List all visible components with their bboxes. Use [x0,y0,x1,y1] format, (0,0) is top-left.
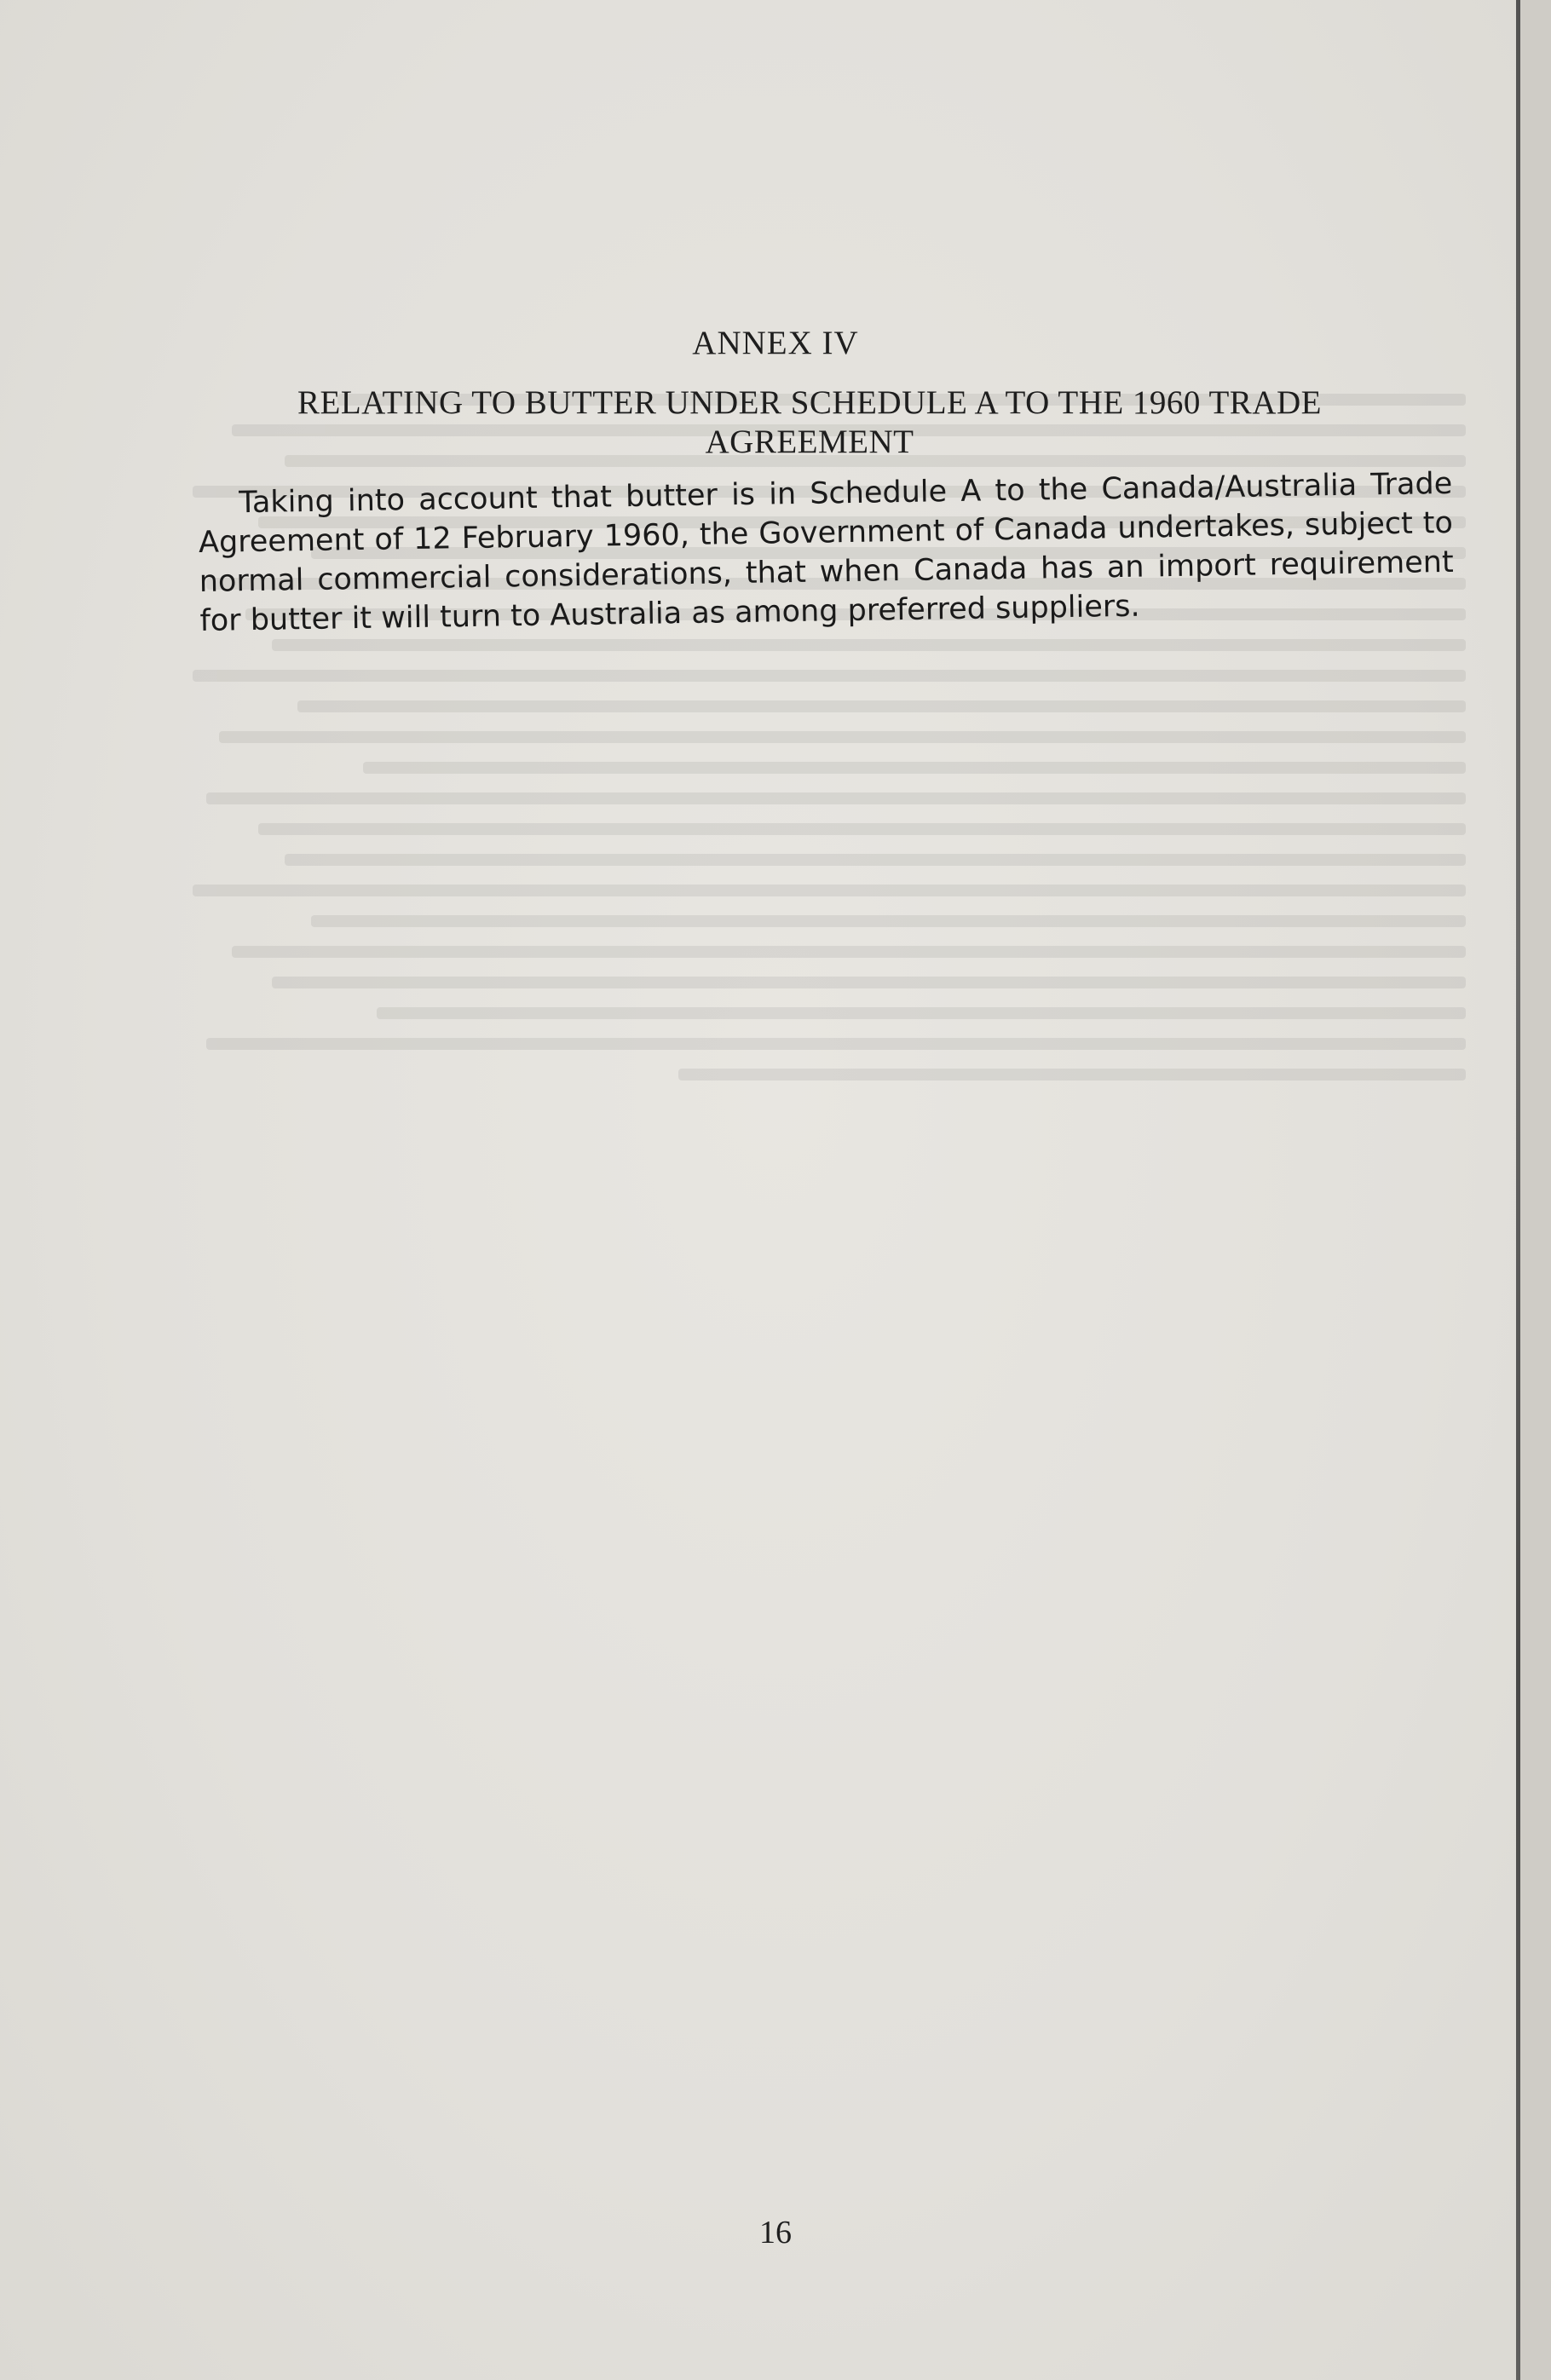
page-number: 16 [759,2215,792,2250]
body-paragraph-block [198,464,1455,641]
annex-title: ANNEX IV [692,325,859,361]
annex-heading: RELATING TO BUTTER UNDER SCHEDULE A TO THE 1960 TRADE AGREEMENT [297,384,1322,460]
body-paragraph: Taking into account that butter is in Schedule A to the Canada/Australia Trade Agreement of 12 February 1960, the Government of Canada undertakes, subject to normal commercial considerations, that when Canada has an import requirement for butter it will turn to Australia as among preferred suppliers. [198,466,1454,638]
